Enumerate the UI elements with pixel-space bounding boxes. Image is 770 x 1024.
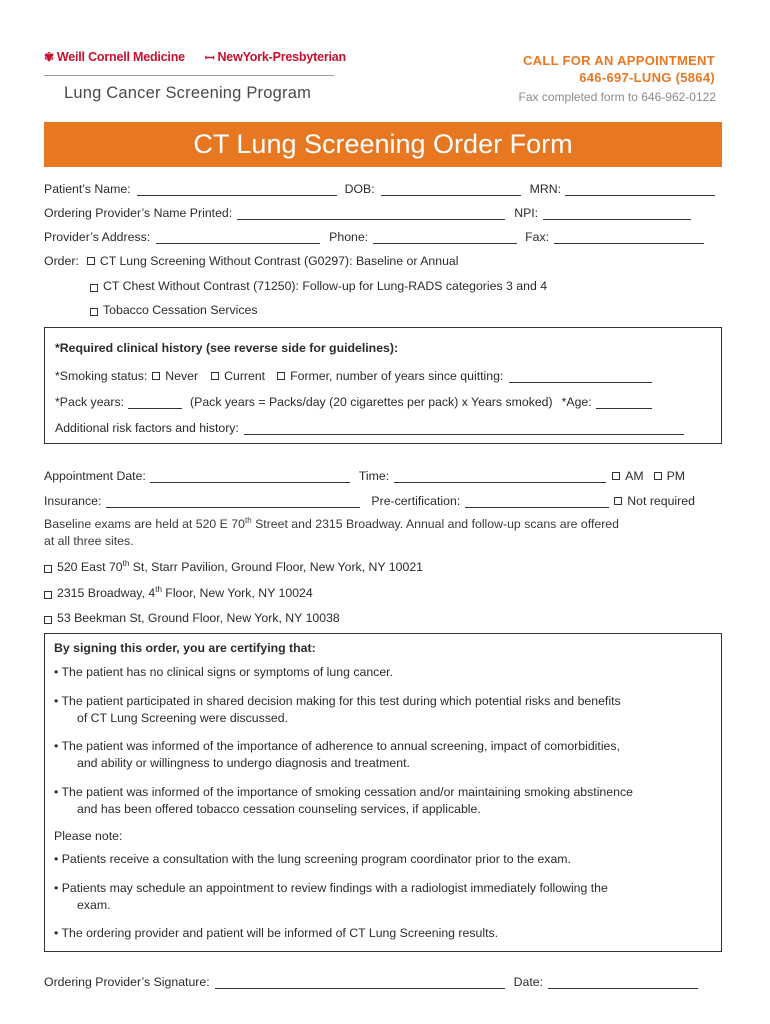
pack-years-row bbox=[55, 393, 735, 409]
sites-intro-sup: th bbox=[244, 515, 252, 525]
checkbox[interactable] bbox=[277, 372, 285, 380]
nyp-logo bbox=[205, 49, 346, 66]
dob-label: DOB: bbox=[344, 182, 375, 196]
not-required-label: Not required bbox=[627, 494, 695, 508]
sites-intro-a: Baseline exams are held at 520 E 70 bbox=[44, 517, 245, 531]
certify-item-2-a: • The patient participated in shared decision making for this test during which potential risks and benefits bbox=[54, 694, 621, 708]
pack-years-field[interactable] bbox=[128, 395, 182, 409]
program-name: Lung Cancer Screening Program bbox=[64, 84, 312, 102]
pm-label: PM bbox=[666, 469, 686, 483]
npi-label: NPI: bbox=[514, 206, 539, 220]
fax-label: Fax: bbox=[525, 230, 550, 244]
checkbox[interactable] bbox=[614, 497, 622, 505]
am-option[interactable] bbox=[612, 469, 643, 483]
signature-row bbox=[44, 973, 724, 989]
smoking-row bbox=[55, 367, 735, 383]
insurance-field[interactable] bbox=[106, 494, 360, 508]
insurance-label: Insurance: bbox=[44, 494, 102, 508]
smoking-former-option[interactable] bbox=[277, 369, 503, 383]
age-label: *Age: bbox=[561, 395, 592, 409]
appointment-row bbox=[44, 467, 724, 483]
note-item-2 bbox=[54, 880, 714, 914]
checkbox[interactable] bbox=[44, 591, 52, 599]
site-1-a: 520 East 70 bbox=[57, 560, 123, 574]
smoking-label: *Smoking status: bbox=[55, 369, 148, 383]
address-field[interactable] bbox=[156, 230, 320, 244]
phone-label: Phone: bbox=[329, 230, 369, 244]
checkbox[interactable] bbox=[90, 308, 98, 316]
order-option-1-label: CT Lung Screening Without Contrast (G0297): Baseline or Annual bbox=[99, 254, 459, 268]
certify-item-4-a: • The patient was informed of the importance of smoking cessation and/or maintaining smoking abstinence bbox=[54, 785, 633, 799]
checkbox[interactable] bbox=[152, 372, 160, 380]
am-label: AM bbox=[625, 469, 644, 483]
insurance-row bbox=[44, 492, 724, 508]
logos bbox=[44, 48, 346, 66]
signature-date-field[interactable] bbox=[548, 975, 698, 989]
precert-field[interactable] bbox=[465, 494, 609, 508]
note-item-2-b: exam. bbox=[77, 898, 111, 912]
checkbox[interactable] bbox=[654, 472, 662, 480]
order-label: Order: bbox=[44, 254, 79, 268]
certify-item-3-a: • The patient was informed of the importance of adherence to annual screening, impact of comorbidities, bbox=[54, 739, 620, 753]
risk-label: Additional risk factors and history: bbox=[55, 421, 239, 435]
pack-years-label: *Pack years: bbox=[55, 395, 125, 409]
risk-row bbox=[55, 419, 735, 435]
wcm-seal-icon: ✾ bbox=[44, 50, 54, 64]
precert-label: Pre-certification: bbox=[371, 494, 461, 508]
order-option-2-label: CT Chest Without Contrast (71250): Follow-up for Lung-RADS categories 3 and 4 bbox=[103, 279, 548, 293]
appt-date-label: Appointment Date: bbox=[44, 469, 146, 483]
signature-field[interactable] bbox=[215, 975, 505, 989]
checkbox[interactable] bbox=[612, 472, 620, 480]
signature-label: Ordering Provider’s Signature: bbox=[44, 975, 210, 989]
sites-intro bbox=[44, 516, 724, 550]
age-field[interactable] bbox=[596, 395, 652, 409]
pm-option[interactable] bbox=[654, 469, 685, 483]
note-heading: Please note: bbox=[54, 829, 123, 843]
mrn-field[interactable] bbox=[565, 182, 715, 196]
call-heading: CALL FOR AN APPOINTMENT bbox=[522, 53, 715, 68]
page-title: CT Lung Screening Order Form bbox=[44, 122, 722, 167]
certify-heading: By signing this order, you are certifying that: bbox=[54, 641, 316, 655]
checkbox[interactable] bbox=[87, 257, 95, 265]
note-item-1: • Patients receive a consultation with the lung screening program coordinator prior to the exam. bbox=[54, 852, 571, 866]
patient-name-label: Patient’s Name: bbox=[44, 182, 131, 196]
time-label: Time: bbox=[358, 469, 390, 483]
certify-item-4 bbox=[54, 784, 714, 818]
time-field[interactable] bbox=[394, 469, 606, 483]
certify-item-1: • The patient has no clinical signs or symptoms of lung cancer. bbox=[54, 665, 393, 679]
mrn-label: MRN: bbox=[529, 182, 562, 196]
npi-field[interactable] bbox=[543, 206, 691, 220]
signature-date-label: Date: bbox=[513, 975, 544, 989]
appt-date-field[interactable] bbox=[150, 469, 350, 483]
site-option-1[interactable] bbox=[44, 558, 724, 574]
certify-item-2 bbox=[54, 693, 714, 727]
provider-name-label: Ordering Provider’s Name Printed: bbox=[44, 206, 233, 220]
smoking-current-option[interactable] bbox=[211, 369, 265, 383]
checkbox[interactable] bbox=[90, 284, 98, 292]
smoking-never-option[interactable] bbox=[152, 369, 198, 383]
years-quit-field[interactable] bbox=[509, 369, 652, 383]
smoking-former-label: Former, number of years since quitting: bbox=[290, 369, 504, 383]
dob-field[interactable] bbox=[381, 182, 521, 196]
site-option-3[interactable] bbox=[44, 609, 724, 625]
patient-name-field[interactable] bbox=[137, 182, 337, 196]
site-1-b: St, Starr Pavilion, Ground Floor, New York, NY 10021 bbox=[129, 560, 423, 574]
order-row-1 bbox=[44, 252, 724, 268]
pack-years-formula: (Pack years = Packs/day (20 cigarettes per pack) x Years smoked) bbox=[190, 395, 553, 409]
clinical-heading: *Required clinical history (see reverse side for guidelines): bbox=[55, 341, 399, 355]
site-2-a: 2315 Broadway, 4 bbox=[57, 586, 156, 600]
site-option-2[interactable] bbox=[44, 584, 724, 600]
sites-intro-b: Street and 2315 Broadway. Annual and follow-up scans are offered bbox=[251, 517, 619, 531]
fax-field[interactable] bbox=[554, 230, 704, 244]
order-option-1[interactable] bbox=[87, 254, 459, 268]
certify-item-3-b: and ability or willingness to undergo diagnosis and treatment. bbox=[77, 756, 410, 770]
not-required-option[interactable] bbox=[614, 494, 695, 508]
address-label: Provider’s Address: bbox=[44, 230, 151, 244]
note-item-3: • The ordering provider and patient will be informed of CT Lung Screening results. bbox=[54, 926, 499, 940]
nyp-logo-text: NewYork-Presbyterian bbox=[217, 50, 346, 64]
risk-field[interactable] bbox=[244, 421, 684, 435]
site-1-sup: th bbox=[122, 558, 130, 568]
provider-row bbox=[44, 204, 724, 220]
order-option-3-label: Tobacco Cessation Services bbox=[103, 303, 258, 317]
site-2-label bbox=[57, 586, 313, 600]
checkbox[interactable] bbox=[44, 616, 52, 624]
nyp-mark-icon: ꟷ bbox=[204, 50, 215, 65]
order-row-2[interactable] bbox=[90, 277, 770, 293]
smoking-never-label: Never bbox=[165, 369, 199, 383]
site-3-label: 53 Beekman St, Ground Floor, New York, NY 10038 bbox=[57, 611, 340, 625]
certify-item-3 bbox=[54, 738, 714, 772]
fax-instruction: Fax completed form to 646-962-0122 bbox=[518, 90, 716, 104]
wcm-logo-text: Weill Cornell Medicine bbox=[56, 50, 185, 64]
certify-item-4-b: and has been offered tobacco cessation counseling services, if applicable. bbox=[77, 802, 481, 816]
smoking-current-label: Current bbox=[224, 369, 266, 383]
phone-field[interactable] bbox=[373, 230, 517, 244]
wcm-logo bbox=[44, 50, 185, 64]
call-phone[interactable]: 646-697-LUNG (5864) bbox=[579, 70, 715, 85]
order-row-3[interactable] bbox=[90, 301, 770, 317]
call-block bbox=[455, 52, 715, 86]
site-2-b: Floor, New York, NY 10024 bbox=[161, 586, 313, 600]
checkbox[interactable] bbox=[44, 565, 52, 573]
sites-intro-c: at all three sites. bbox=[44, 534, 134, 548]
certify-item-2-b: of CT Lung Screening were discussed. bbox=[77, 711, 288, 725]
checkbox[interactable] bbox=[211, 372, 219, 380]
address-row bbox=[44, 228, 724, 244]
provider-name-field[interactable] bbox=[237, 206, 505, 220]
note-item-2-a: • Patients may schedule an appointment to review findings with a radiologist immediately following the bbox=[54, 881, 608, 895]
patient-row bbox=[44, 180, 724, 196]
logo-divider bbox=[44, 75, 334, 76]
site-2-sup: th bbox=[155, 584, 162, 594]
site-1-label bbox=[57, 560, 423, 574]
